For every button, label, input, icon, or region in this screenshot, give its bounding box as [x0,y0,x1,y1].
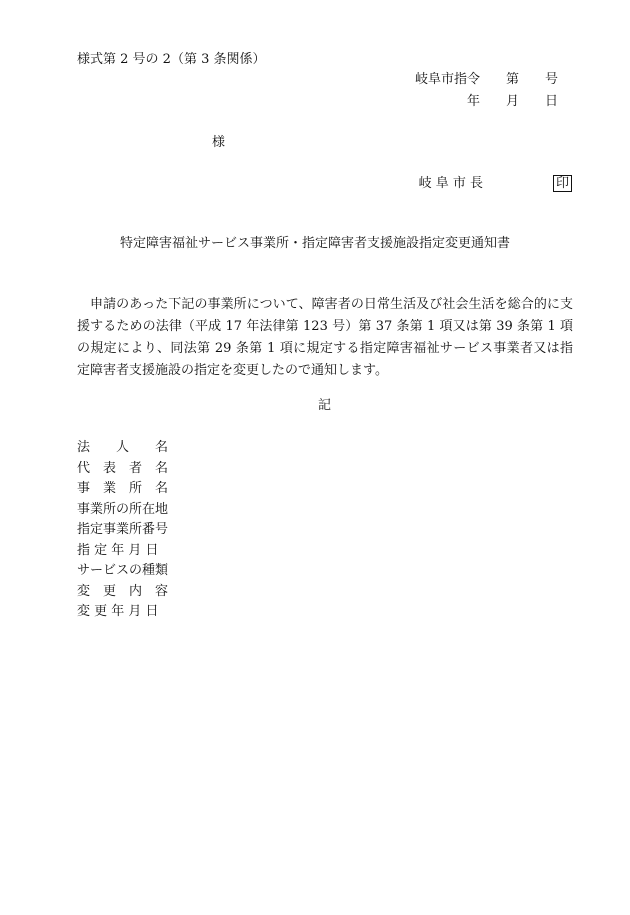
seal-mark: 印 [553,175,572,192]
issue-date: 年 月 日 [466,94,558,109]
field-list [77,438,168,623]
notice-body [77,294,573,382]
field-office-name: 事 業 所 名 [77,481,169,496]
field-office-address: 事業所の所在地 [77,501,169,517]
field-change-date: 変 更 年 月 日 [77,604,159,619]
document-number: 岐阜市指令 第 号 [414,72,558,87]
document-title: 特定障害福祉サービス事業所・指定障害者支援施設指定変更通知書 [120,236,511,251]
addressee-honorific: 様 [212,135,226,150]
field-representative-name: 代 表 者 名 [77,460,169,476]
field-designation-date: 指 定 年 月 日 [77,542,159,558]
sender-name: 岐 阜 市 長 [418,176,483,191]
ki-heading: 記 [318,398,332,413]
field-service-type: サービスの種類 [77,563,169,578]
form-number: 様式第 2 号の 2（第 3 条関係） [77,52,266,67]
notice-paragraph: 申請のあった下記の事業所について、障害者の日常生活及び社会生活を総合的に支援するための法律（平成 17 年法律第 123 号）第 37 条第 1 項又は第 39 条第 1 項の規定により、同法第 29 条第 1 項に規定する指定障害福祉サービス事業者又は指定障害者支援施設の指定を変更したので通知します。 [77,297,573,378]
field-change-details: 変 更 内 容 [77,583,169,599]
field-office-number: 指定事業所番号 [77,522,169,537]
sender-block [419,175,572,192]
field-corporation-name: 法 人 名 [77,440,169,455]
